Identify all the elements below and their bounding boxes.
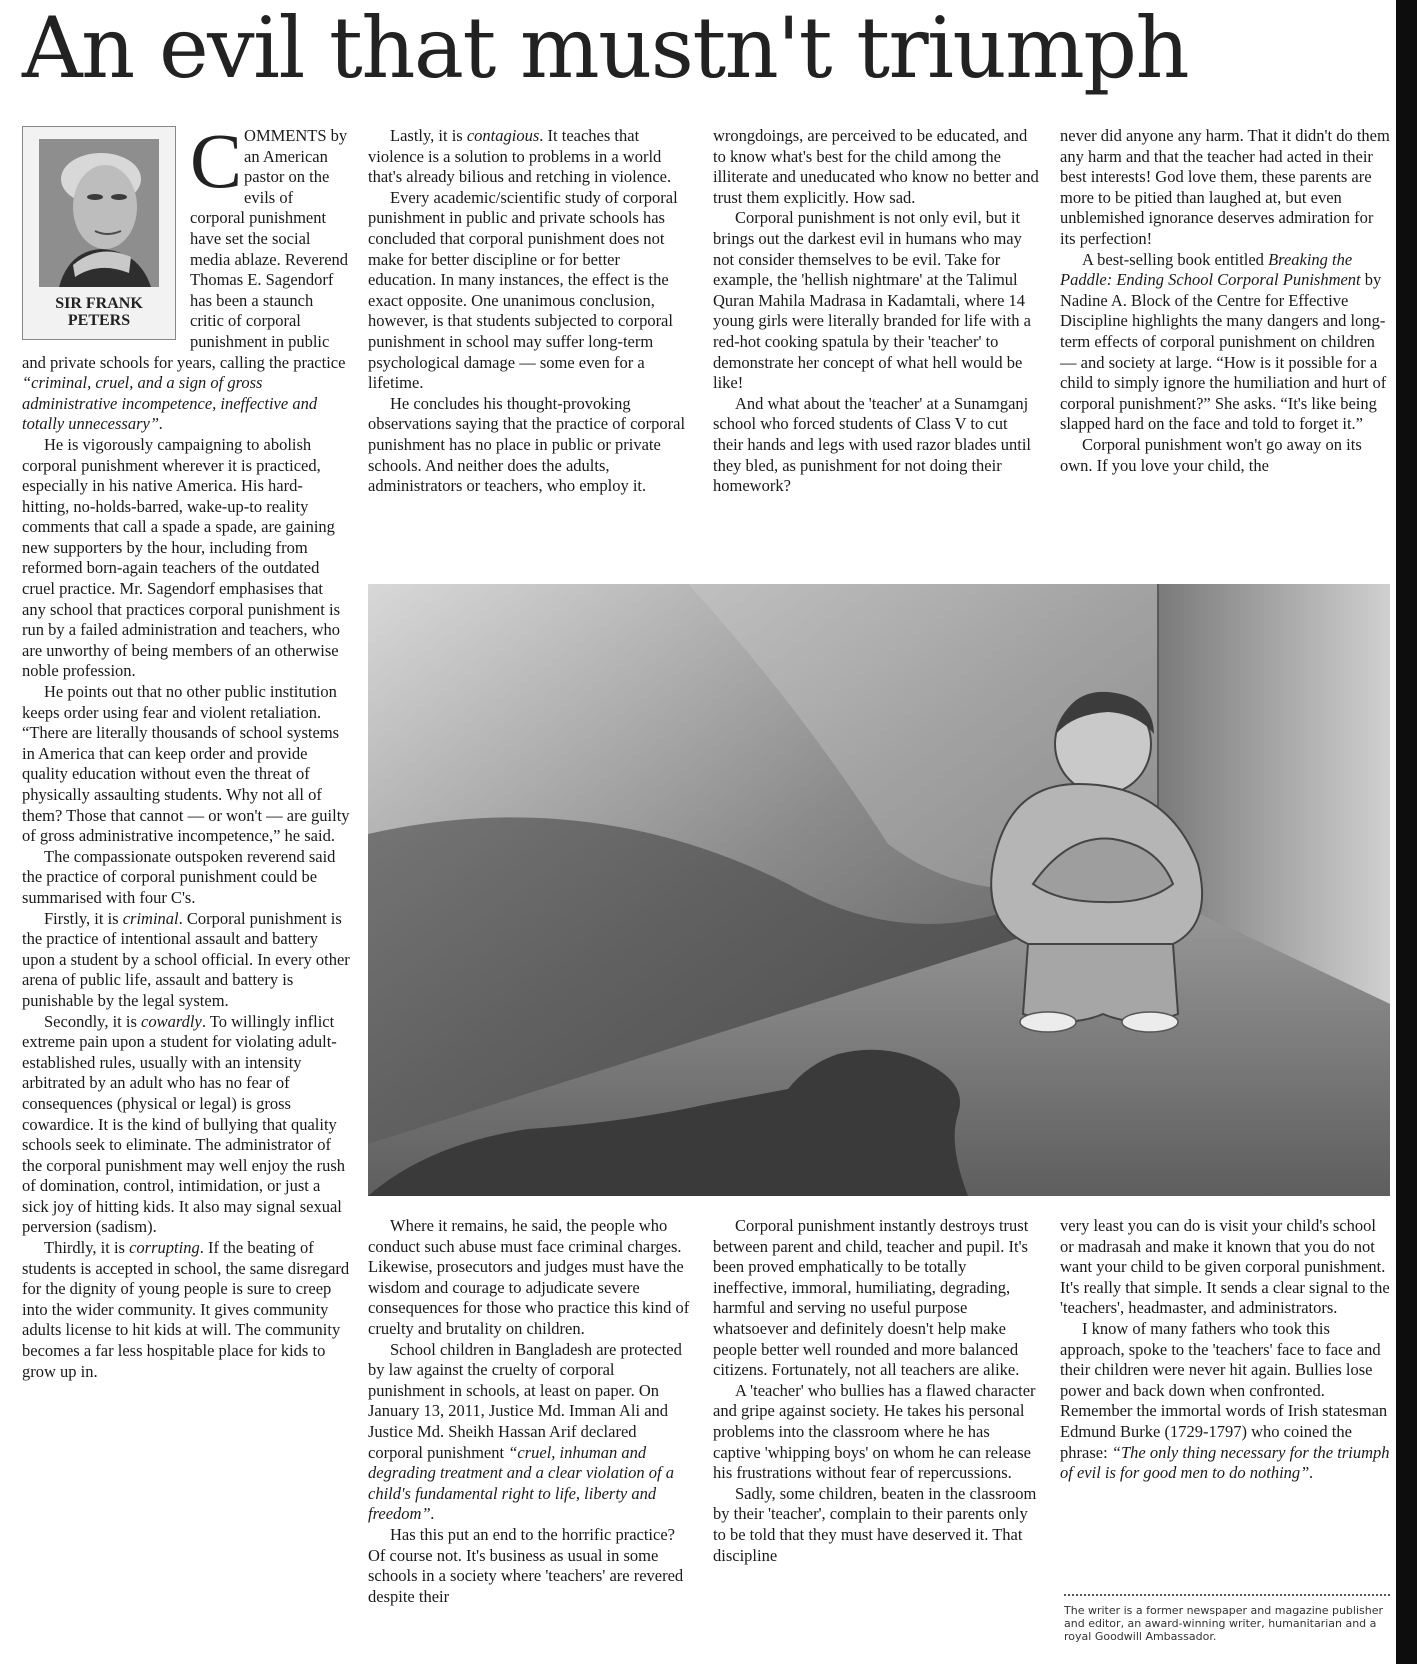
byline-name: SIR FRANK PETERS <box>55 295 143 329</box>
child-in-corner-image <box>368 584 1390 1196</box>
column-3-top <box>713 126 1039 578</box>
author-portrait-image <box>39 139 159 287</box>
paragraph: Lastly, it is contagious. It teaches that violence is a solution to problems in a world that's already bilious and retching in violence. <box>368 126 672 187</box>
author-photo <box>39 139 159 287</box>
footer-divider <box>1064 1594 1390 1596</box>
paragraph: Corporal punishment won't go away on its own. If you love your child, the <box>1060 434 1362 475</box>
paragraph: Every academic/scientific study of corporal punishment in public and private schools has concluded that corporal punishment does not make for better discipline or for better education. In many instances, the effect is the exact opposite. One unanimous conclusion, however, is that students subjected to corporal punishment in school may suffer long-term psychological damage — some even for a lifetime. <box>368 187 678 393</box>
paragraph: Secondly, it is cowardly. To willingly inflict extreme pain upon a student for violating adult-established rules, usually with an intensity arbitrated by an adult who has no fear of consequences (physical or legal) is gross cowardice. It is the kind of bullying that quality schools seek to eliminate. The administrator of the corporal punishment may well enjoy the rush of domination, control, intimidation, or just a sick joy of hitting kids. It also may signal sexual perversion (sadism). <box>22 1011 346 1237</box>
column-1 <box>22 126 350 1664</box>
author-note: The writer is a former newspaper and magazine publisher and editor, an award-winning writer, humanitarian and a royal Goodwill Ambassador. <box>1064 1604 1384 1643</box>
column-2-top <box>368 126 690 578</box>
paragraph: The compassionate outspoken reverend said the practice of corporal punishment could be summarised with four C's. <box>22 846 336 907</box>
paragraph: And what about the 'teacher' at a Sunamganj school who forced students of Class V to cut their hands and legs with used razor blades until they bled, as punishment for not doing their homework? <box>713 393 1032 496</box>
paragraph: Has this put an end to the horrific practice? Of course not. It's business as usual in some schools in a society where 'teachers' are revered despite their <box>368 1524 684 1606</box>
paragraph: COMMENTS by an American pastor on the evils of corporal punishment have set the social media ablaze. Reverend Thomas E. Sagendorf has been a staunch critic of corporal punishment in public and private schools for years, calling the practice “criminal, cruel, and a sign of gross administrative incompetence, ineffective and totally unnecessary”. <box>22 126 349 434</box>
drop-cap: C <box>190 126 243 204</box>
paragraph: Corporal punishment instantly destroys trust between parent and child, teacher and pupil. It's been proved emphatically to be totally ineffective, immoral, humiliating, degrading, harmful and serving no useful purpose whatsoever and definitely doesn't help make people better well rounded and more balanced citizens. Fortunately, not all teachers are alike. <box>713 1216 1029 1380</box>
paragraph: A 'teacher' who bullies has a flawed character and gripe against society. He takes his personal problems into the classroom where he has captive 'whipping boys' on whom he can release his frustrations without fear of repercussions. <box>713 1380 1036 1483</box>
paragraph: He concludes his thought-provoking observations saying that the practice of corporal punishment has no place in public or private schools. And neither does the adults, administrators or teachers, who employ it. <box>368 393 686 496</box>
headline: An evil that mustn't triumph <box>22 0 1189 97</box>
paragraph: Firstly, it is criminal. Corporal punishment is the practice of intentional assault and battery upon a student by a school official. In every other arena of public life, assault and battery is punishable by the legal system. <box>22 908 350 1010</box>
illustration-child-in-corner <box>368 584 1390 1196</box>
paragraph: Sadly, some children, beaten in the classroom by their 'teacher', complain to their parents only to be told that they must have deserved it. That discipline <box>713 1483 1037 1565</box>
paragraph: Where it remains, he said, the people who conduct such abuse must face criminal charges. Likewise, prosecutors and judges must have the wisdom and courage to adjudicate severe consequences for those who practice this kind of cruelty and brutality on children. <box>368 1216 690 1338</box>
column-4-bottom <box>1060 1216 1390 1588</box>
column-2-bottom <box>368 1216 690 1664</box>
column-4-top <box>1060 126 1390 578</box>
paragraph: Corporal punishment is not only evil, but it brings out the darkest evil in humans who may not consider themselves to be evil. Take for example, the 'hellish nightmare' at the Talimul Quran Mahila Madrasa in Kadamtali, where 14 young girls were literally branded for life with a red-hot cooking spatula by their 'teacher' to demonstrate her concept of what hell would be like! <box>713 208 1031 393</box>
byline-box <box>22 126 176 340</box>
paragraph: A best-selling book entitled Breaking the Paddle: Ending School Corporal Punishment by Nadine A. Block of the Centre for Effective Discipline highlights the many dangers and long-term effects of corporal punishment on children — and society at large. “How is it possible for a child to simply ignore the humiliation and hurt of corporal punishment?” She asks. “It's like being slapped hard on the face and told to forget it.” <box>1060 249 1387 434</box>
column-3-bottom <box>713 1216 1039 1664</box>
paragraph: wrongdoings, are perceived to be educated, and to know what's best for the child among the illiterate and uneducated who know no better and trust them explicitly. How sad. <box>713 126 1039 207</box>
paragraph: never did anyone any harm. That it didn't do them any harm and that the teacher had acted in their best interests! God love them, these parents are more to be pitied than laughed at, but even unblemished ignorance deserves admiration for its perfection! <box>1060 126 1390 248</box>
paragraph: School children in Bangladesh are protected by law against the cruelty of corporal punishment in schools, at least on paper. On January 13, 2011, Justice Md. Imman Ali and Justice Md. Sheikh Hassan Arif declared corporal punishment “cruel, inhuman and degrading treatment and a clear violation of a child's fundamental right to life, liberty and freedom”. <box>368 1339 682 1524</box>
page-edge-rule <box>1396 0 1417 1664</box>
paragraph: He is vigorously campaigning to abolish corporal punishment wherever it is practiced, especially in his native America. His hard-hitting, no-holds-barred, wake-up-to reality comments that call a spade a spade, are gaining new supporters by the hour, including from reformed born-again teachers of the outdated cruel practice. Mr. Sagendorf emphasises that any school that practices corporal punishment is run by a failed administration and teachers, who are unworthy of being members of an otherwise noble profession. <box>22 434 340 681</box>
paragraph: very least you can do is visit your child's school or madrasah and make it known that you do not want your child to be given corporal punishment. It's really that simple. It sends a clear signal to the 'teachers', headmaster, and administrators. <box>1060 1216 1390 1318</box>
paragraph: I know of many fathers who took this approach, spoke to the 'teachers' face to face and their children were never hit again. Bullies lose power and back down when confronted. Remember the immortal words of Irish statesman Edmund Burke (1729-1797) who coined the phrase: “The only thing necessary for the triumph of evil is for good men to do nothing”. <box>1060 1318 1390 1483</box>
paragraph: He points out that no other public institution keeps order using fear and violent retaliation. “There are literally thousands of school systems in America that can keep order and provide quality education without even the threat of physically assaulting students. Why not all of them? Those that cannot — or won't — are guilty of gross administrative incompetence,” he said. <box>22 682 350 846</box>
paragraph: Thirdly, it is corrupting. If the beating of students is accepted in school, the same disregard for the dignity of young people is sure to creep into the wider community. It gives community adults license to hit kids at will. The community becomes a far less hospitable place for kids to grow up in. <box>22 1238 350 1381</box>
